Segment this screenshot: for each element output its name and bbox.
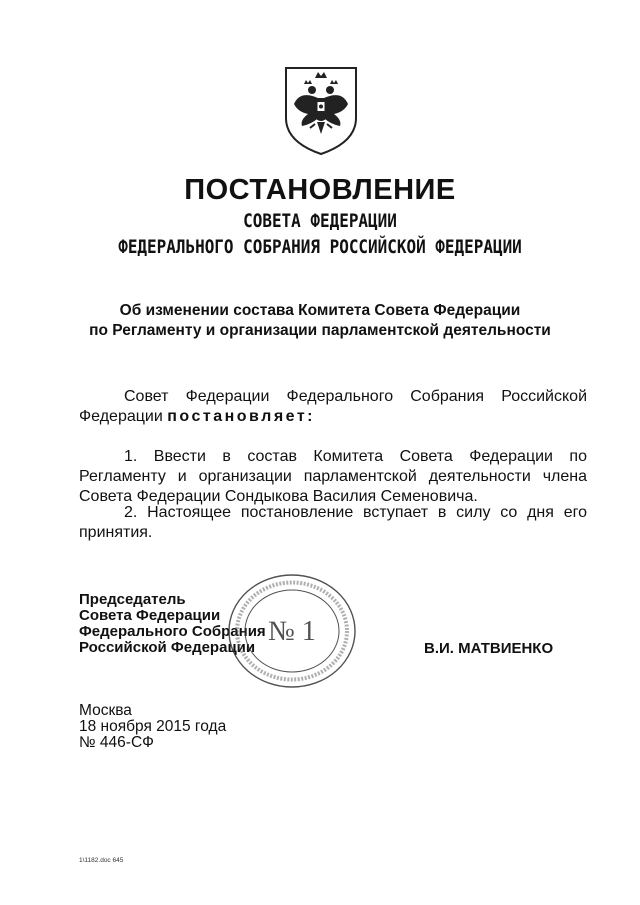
item-1-paragraph: 1. Ввести в состав Комитета Совета Федерации по Регламенту и организации парламентской деятельности члена Совета Федерации Сондыкова Василия Семеновича.: [79, 448, 587, 505]
item-2-paragraph: 2. Настоящее постановление вступает в силу со дня его принятия.: [79, 504, 587, 541]
city: Москва: [79, 702, 132, 719]
preamble-paragraph: [79, 387, 587, 427]
stamp-number: № 1: [268, 616, 316, 647]
decree-word: постановляет:: [167, 408, 316, 425]
position-line: Федерального Собрания: [79, 623, 266, 640]
issuing-body-line2: ФЕДЕРАЛЬНОГО СОБРАНИЯ РОССИЙСКОЙ ФЕДЕРАЦИИ: [118, 236, 522, 258]
position-line: Председатель: [79, 591, 186, 608]
file-code-footer: 1\1182.doc 645: [79, 857, 124, 864]
issuing-body-line1: СОВЕТА ФЕДЕРАЦИИ: [243, 210, 397, 232]
signatory-name: В.И. МАТВИЕНКО: [424, 640, 554, 657]
subject-line1: Об изменении состава Комитета Совета Федерации: [119, 302, 521, 319]
document-subject: [0, 301, 640, 341]
position-line: Совета Федерации: [79, 607, 221, 624]
official-seal-stamp: [226, 572, 358, 690]
preamble-text: Совет Федерации Федерального Собрания Российской Федерации: [79, 388, 587, 425]
document-place-date: [79, 703, 226, 751]
document-title: ПОСТАНОВЛЕНИЕ: [184, 174, 456, 206]
date: 18 ноября 2015 года: [79, 718, 227, 735]
document-number: № 446-СФ: [79, 734, 154, 751]
coat-of-arms-emblem: [282, 64, 360, 156]
position-line: Российской Федерации: [79, 639, 256, 656]
subject-line2: по Регламенту и организации парламентской деятельности: [89, 322, 551, 339]
